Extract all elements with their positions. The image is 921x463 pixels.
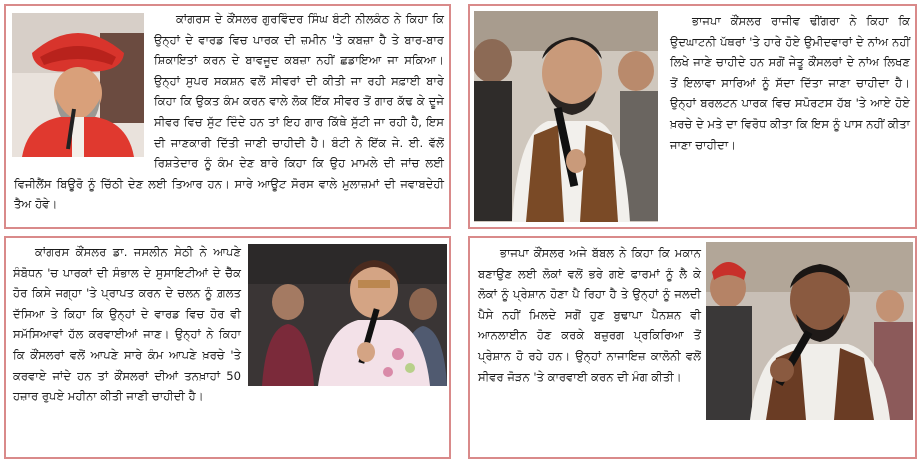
article-text-3 <box>13 242 443 407</box>
article-panel-2 <box>468 4 917 229</box>
photo-councillor-vest <box>474 11 658 222</box>
article-panel-4 <box>468 236 917 459</box>
article-text-4 <box>478 243 911 425</box>
article-panel-1 <box>4 4 451 229</box>
text-wrap-photo-3 <box>241 242 443 388</box>
text-wrap-photo-4 <box>701 243 911 425</box>
article-panel-3 <box>4 236 451 459</box>
article-body-4: ਭਾਜਪਾ ਕੌਂਸਲਰ ਅਜੇ ਬੱਬਲ ਨੇ ਕਿਹਾ ਕਿ ਮਕਾਨ ਬਣਾਉਣ ਲਈ ਲੋਕਾਂ ਵਲੋਂ ਭਰੇ ਗਏ ਫਾਰਮਾਂ ਨੂੰ ਲੈ ਕੇ ਲੋਕਾਂ ਨੂੰ ਪ੍ਰੇਸ਼ਾਨ ਹੋਣਾ ਪੈ ਰਿਹਾ ਹੈ ਤੇ ਉਨ੍ਹਾਂ ਨੂੰ ਜਲਦੀ ਪੈਸੇ ਨਹੀਂ ਮਿਲਦੇ ਸਗੋਂ ਹੁਣ ਬੁਢਾਪਾ ਪੈਨਸ਼ਨ ਵੀ ਆਨਲਾਈਨ ਹੋਣ ਕਰਕੇ ਬਜ਼ੁਰਗ ਪ੍ਰਕਿਰਿਆ ਤੋਂ ਪ੍ਰੇਸ਼ਾਨ ਹੋ ਰਹੇ ਹਨ। ਉਨ੍ਹਾਂ ਨਾਜਾਇਜ਼ ਕਾਲੋਨੀ ਵਲੋਂ ਸੀਵਰ ਜੋੜਨ 'ਤੇ ਕਾਰਵਾਈ ਕਰਨ ਦੀ ਮੰਗ ਕੀਤੀ। <box>478 246 701 384</box>
article-text-2 <box>670 11 910 155</box>
article-body-3: ਕਾਂਗਰਸ ਕੌਂਸਲਰ ਡਾ. ਜਸਲੀਨ ਸੇਠੀ ਨੇ ਆਪਣੇ ਸੰਬੋਧਨ 'ਚ ਪਾਰਕਾਂ ਦੀ ਸੰਭਾਲ ਦੇ ਸੁਸਾਇਟੀਆਂ ਦੇ ਚੈੱਕ ਹੋਰ ਕਿਸੇ ਜਗ੍ਹਾ 'ਤੇ ਪ੍ਰਾਪਤ ਕਰਨ ਦੇ ਚਲਨ ਨੂੰ ਗ਼ਲਤ ਦੱਸਿਆ ਤੇ ਕਿਹਾ ਕਿ ਉਨ੍ਹਾਂ ਦੇ ਵਾਰਡ ਵਿਚ ਹੋਰ ਵੀ ਸਮੱਸਿਆਵਾਂ ਹੱਲ ਕਰਵਾਈਆਂ ਜਾਣ। ਉਨ੍ਹਾਂ ਨੇ ਕਿਹਾ ਕਿ ਕੌਂਸਲਰਾਂ ਵਲੋਂ ਆਪਣੇ ਸਾਰੇ ਕੰਮ ਆਪਣੇ ਖ਼ਰਚੇ 'ਤੇ ਕਰਵਾਏ ਜਾਂਦੇ ਹਨ ਤਾਂ ਕੌਂਸਲਰਾਂ ਦੀਆਂ ਤਨਖ਼ਾਹਾਂ 50 ਹਜ਼ਾਰ ਰੁਪਏ ਮਹੀਨਾ ਕੀਤੀ ਜਾਣੀ ਚਾਹੀਦੀ ਹੈ। <box>13 245 241 404</box>
article-body-2: ਭਾਜਪਾ ਕੌਂਸਲਰ ਰਾਜੀਵ ਢੀਂਗਰਾ ਨੇ ਕਿਹਾ ਕਿ ਉਦਘਾਟਨੀ ਪੱਥਰਾਂ 'ਤੇ ਹਾਰੇ ਹੋਏ ਉਮੀਦਵਾਰਾਂ ਦੇ ਨਾਂਅ ਨਹੀਂ ਲਿਖੇ ਜਾਣੇ ਚਾਹੀਦੇ ਹਨ ਸਗੋਂ ਜੇਤੂ ਕੌਂਸਲਰਾਂ ਦੇ ਨਾਂਅ ਲਿਖਣ ਤੋਂ ਇਲਾਵਾ ਸਾਰਿਆਂ ਨੂੰ ਸੱਦਾ ਦਿੱਤਾ ਜਾਣਾ ਚਾਹੀਦਾ ਹੈ। ਉਨ੍ਹਾਂ ਬਰਲਟਨ ਪਾਰਕ ਵਿਚ ਸਪੋਰਟਸ ਹੱਬ 'ਤੇ ਆਏ ਹੋਏ ਖ਼ਰਚੇ ਦੇ ਮਤੇ ਦਾ ਵਿਰੋਧ ਕੀਤਾ ਕਿ ਇਸ ਨੂੰ ਪਾਸ ਨਹੀਂ ਕੀਤਾ ਜਾਣਾ ਚਾਹੀਦਾ। <box>670 14 910 152</box>
article-body-1: ਕਾਂਗਰਸ ਦੇ ਕੌਂਸਲਰ ਗੁਰਵਿੰਦਰ ਸਿੰਘ ਬੰਟੀ ਨੀਲਕੰਠ ਨੇ ਕਿਹਾ ਕਿ ਉਨ੍ਹਾਂ ਦੇ ਵਾਰਡ ਵਿਚ ਪਾਰਕ ਦੀ ਜ਼ਮੀਨ 'ਤੇ ਕਬਜ਼ਾ ਹੈ ਤੇ ਬਾਰ-ਬਾਰ ਸ਼ਿਕਾਇਤਾਂ ਕਰਨ ਦੇ ਬਾਵਜੂਦ ਕਬਜ਼ਾ ਨਹੀਂ ਛਡਾਇਆ ਜਾ ਸਕਿਆ। ਉਨ੍ਹਾਂ ਸੁਪਰ ਸਕਸ਼ਨ ਵਲੋਂ ਸੀਵਰਾਂ ਦੀ ਕੀਤੀ ਜਾ ਰਹੀ ਸਫ਼ਾਈ ਬਾਰੇ ਕਿਹਾ ਕਿ ਉਕਤ ਕੰਮ ਕਰਨ ਵਾਲੇ ਲੋਕ ਇੱਕ ਸੀਵਰ ਤੋਂ ਗਾਰ ਕੱਢ ਕੇ ਦੂਜੇ ਸੀਵਰ ਵਿਚ ਸੁੱਟ ਦਿੰਦੇ ਹਨ ਤਾਂ ਇਹ ਗਾਰ ਕਿੱਥੇ ਸੁੱਟੀ ਜਾ ਰਹੀ ਹੈ, ਇਸ ਦੀ ਜਾਣਕਾਰੀ ਦਿੱਤੀ ਜਾਣੀ ਚਾਹੀਦੀ ਹੈ। ਬੰਟੀ ਨੇ ਇੱਕ ਜੇ. ਈ. ਵੱਲੋਂ ਰਿਸ਼ਤੇਦਾਰ ਨੂੰ ਕੰਮ ਦੇਣ ਬਾਰੇ ਕਿਹਾ ਕਿ ਉਹ ਮਾਮਲੇ ਦੀ ਜਾਂਚ ਲਈ ਵਿਜੀਲੈਂਸ ਬਿਊਰੋ ਨੂੰ ਚਿੱਠੀ ਦੇਣ ਲਈ ਤਿਆਰ ਹਨ। ਸਾਰੇ ਆਊਟ ਸੋਰਸ ਵਾਲੇ ਮੁਲਾਜ਼ਮਾਂ ਦੀ ਜਵਾਬਦੇਹੀ ਤੈਅ ਹੋਵੇ। <box>14 12 444 212</box>
text-wrap-photo-1 <box>14 9 154 157</box>
article-text-1 <box>14 9 444 215</box>
